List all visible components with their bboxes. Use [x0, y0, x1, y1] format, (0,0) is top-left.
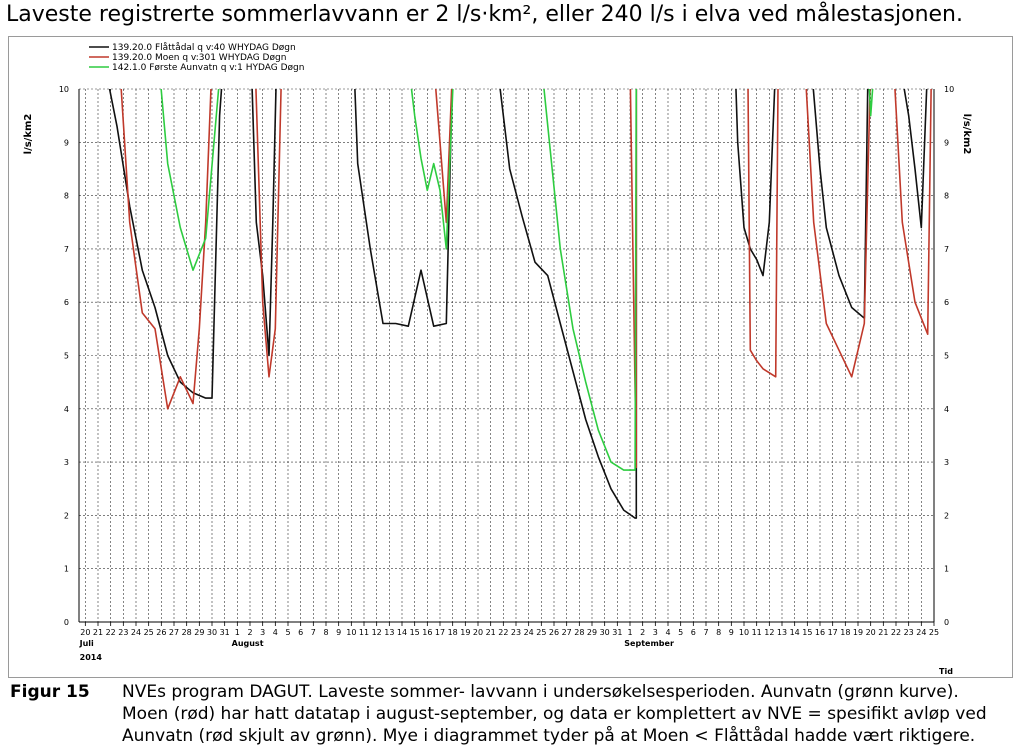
x-tick-label: 29: [194, 628, 205, 637]
y-tick-label-right: 1: [944, 564, 950, 574]
series-line: [354, 62, 453, 326]
x-tick-label: 3: [260, 628, 266, 637]
x-axis-label: Tid: [939, 667, 953, 676]
x-tick-label: 6: [690, 628, 696, 637]
x-tick-label: 10: [346, 628, 357, 637]
y-tick-label-left: 2: [63, 511, 69, 521]
x-tick-label: 11: [358, 628, 370, 637]
x-tick-label: 25: [536, 628, 547, 637]
y-tick-label-right: 0: [944, 618, 950, 627]
x-tick-label: 19: [460, 628, 471, 637]
legend-entry: 142.1.0 Første Aunvatn q v:1 HYDAG Døgn: [112, 63, 305, 73]
x-tick-label: 29: [586, 628, 598, 637]
x-tick-label: 7: [310, 628, 316, 637]
x-tick-label: 1: [627, 628, 633, 637]
y-tick-label-left: 5: [63, 351, 69, 361]
y-tick-label-right: 5: [944, 351, 950, 361]
x-tick-label: 5: [678, 628, 684, 637]
legend: [89, 42, 304, 73]
x-tick-label: 25: [143, 628, 154, 637]
year-label: 2014: [79, 653, 102, 662]
x-tick-label: 16: [814, 628, 826, 637]
x-tick-label: 20: [865, 628, 876, 637]
y-tick-label-right: 6: [944, 298, 950, 308]
x-tick-label: 4: [665, 628, 671, 637]
x-tick-label: 8: [323, 628, 329, 637]
y-tick-label-left: 8: [63, 191, 69, 201]
x-tick-label: 5: [285, 628, 291, 637]
y-tick-label-right: 4: [944, 404, 950, 414]
legend-entry: 139.20.0 Moen q v:301 WHYDAG Døgn: [112, 53, 287, 63]
caption-line: Aunvatn (rød skjult av grønn). Mye i diagrammet tyder på at Moen < Flåttådal hadde vært riktigere.: [122, 726, 976, 746]
x-tick-label: 17: [827, 628, 838, 637]
x-tick-label: 22: [498, 628, 509, 637]
x-tick-label: 6: [298, 628, 304, 637]
x-tick-label: 1: [234, 628, 240, 637]
figure-label: Figur 15: [10, 682, 90, 702]
x-tick-label: 15: [802, 628, 813, 637]
x-tick-label: 14: [789, 628, 800, 637]
x-tick-label: 20: [472, 628, 484, 637]
x-tick-label: 10: [738, 628, 750, 637]
caption-line: Moen (rød) har hatt datatap i august-september, og data er komplettert av NVE = spesifikt avløp ved: [122, 704, 987, 724]
month-label: August: [231, 639, 264, 648]
x-tick-label: 20: [80, 628, 91, 637]
x-tick-label: 9: [336, 628, 342, 637]
y-tick-label-left: 4: [63, 404, 69, 414]
month-label: September: [624, 639, 674, 648]
y-tick-label-right: 9: [944, 138, 950, 148]
x-tick-label: 28: [181, 628, 192, 637]
x-tick-label: 11: [751, 628, 762, 637]
x-tick-label: 18: [840, 628, 851, 637]
y-tick-label-left: 9: [63, 138, 69, 148]
x-tick-label: 12: [764, 628, 775, 637]
y-tick-label-left: 3: [63, 458, 69, 468]
x-tick-label: 23: [510, 628, 522, 637]
x-tick-label: 9: [728, 628, 734, 637]
legend-entry: 139.20.0 Flåttådal q v:40 WHYDAG Døgn: [112, 43, 296, 53]
y-tick-label-right: 2: [944, 511, 950, 521]
series-line: [255, 62, 282, 376]
y-tick-label-left: 1: [63, 564, 69, 574]
x-tick-label: 24: [523, 628, 534, 637]
x-tick-label: 22: [890, 628, 902, 637]
x-tick-label: 19: [852, 628, 864, 637]
x-tick-label: 27: [561, 628, 572, 637]
month-label: Juli: [79, 639, 94, 648]
y-tick-label-right: 10: [944, 85, 955, 94]
x-tick-label: 21: [485, 628, 496, 637]
x-tick-label: 15: [409, 628, 420, 637]
x-tick-label: 24: [916, 628, 927, 637]
x-tick-label: 25: [928, 628, 940, 637]
x-tick-label: 28: [574, 628, 585, 637]
x-tick-label: 7: [703, 628, 709, 637]
series-line: [408, 62, 454, 249]
x-tick-label: 16: [422, 628, 433, 637]
x-tick-label: 8: [716, 628, 722, 637]
series-line: [120, 62, 213, 408]
flow-chart: [9, 37, 1012, 677]
x-tick-label: 4: [272, 628, 278, 637]
y-tick-label-right: 3: [944, 458, 950, 468]
y-tick-label-left: 10: [58, 85, 69, 94]
x-tick-label: 17: [434, 628, 446, 637]
x-tick-label: 21: [878, 628, 889, 637]
x-tick-label: 23: [118, 628, 129, 637]
page-heading: Laveste registrerte sommerlavvann er 2 l/s·km², eller 240 l/s i elva ved målestasjonen.: [6, 2, 963, 27]
x-tick-label: 31: [612, 628, 623, 637]
series-line: [811, 62, 868, 318]
chart-frame: [8, 36, 1013, 678]
caption-text: [122, 681, 1015, 747]
x-tick-label: 3: [652, 628, 658, 637]
x-tick-label: 30: [599, 628, 610, 637]
series-line: [900, 62, 928, 227]
y-tick-label-left: 0: [63, 618, 69, 627]
x-tick-label: 23: [903, 628, 914, 637]
y-tick-label-left: 7: [63, 244, 69, 254]
x-tick-label: 24: [130, 628, 142, 637]
x-tick-label: 18: [447, 628, 458, 637]
x-tick-label: 13: [776, 628, 788, 637]
x-tick-label: 31: [219, 628, 230, 637]
x-tick-label: 14: [396, 628, 408, 637]
x-tick-label: 27: [168, 628, 180, 637]
x-tick-label: 26: [548, 628, 560, 637]
axis-layer: [23, 85, 972, 676]
y-tick-label-left: 6: [63, 298, 69, 308]
x-tick-label: 12: [371, 628, 382, 637]
series-line: [159, 62, 221, 270]
y-axis-label-right: l/s/km2: [961, 113, 972, 155]
x-tick-label: 13: [384, 628, 395, 637]
x-tick-label: 2: [247, 628, 253, 637]
y-tick-label-right: 8: [944, 191, 950, 201]
x-tick-label: 26: [156, 628, 167, 637]
x-tick-label: 21: [92, 628, 104, 637]
x-tick-label: 30: [206, 628, 218, 637]
y-axis-label-left: l/s/km2: [23, 113, 34, 155]
y-tick-label-right: 7: [944, 244, 950, 254]
caption-line: NVEs program DAGUT. Laveste sommer- lavvann i undersøkelsesperioden. Aunvatn (grønn kurve).: [122, 682, 959, 702]
x-tick-label: 22: [105, 628, 116, 637]
x-tick-label: 2: [640, 628, 646, 637]
